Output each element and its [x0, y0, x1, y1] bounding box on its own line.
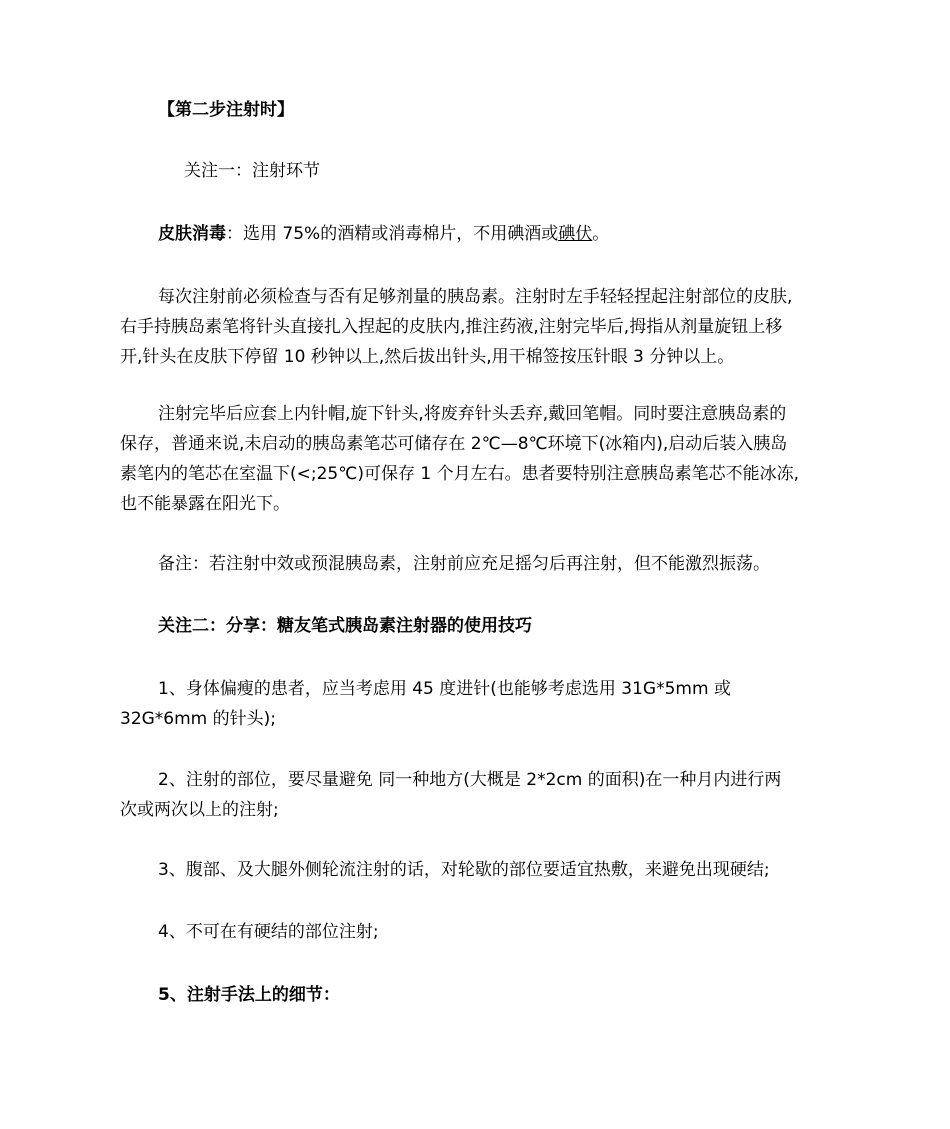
para2-line-1: 注射完毕后应套上内针帽,旋下针头,将废弃针头丢弃,戴回笔帽。同时要注意胰岛素的 [158, 404, 787, 424]
para2-line-4: 也不能暴露在阳光下。 [120, 494, 290, 514]
para1-line-2: 右手持胰岛素笔将针头直接扎入捏起的皮肤内,推注药液,注射完毕后,拇指从剂量旋钮上移 [120, 317, 783, 337]
item1-line-1: 1、身体偏瘦的患者，应当考虑用 45 度进针(也能够考虑选用 31G*5mm 或 [158, 679, 731, 699]
focus-one-heading: 关注一：注射环节 [184, 161, 320, 181]
skin-disinfection-line [158, 220, 609, 249]
para1-line-3: 开,针头在皮肤下停留 10 秒钟以上,然后拔出针头,用干棉签按压针眼 3 分钟以上。 [120, 347, 735, 367]
item4-line: 4、不可在有硬结的部位注射; [158, 922, 379, 942]
step-heading: 【第二步注射时】 [158, 100, 294, 120]
item1-line-2: 32G*6mm 的针头); [120, 709, 277, 729]
skin-disinfection-label: 皮肤消毒 [158, 224, 226, 244]
focus-two-heading: 关注二：分享：糖友笔式胰岛素注射器的使用技巧 [158, 616, 532, 636]
skin-disinfection-text: ：选用 75%的酒精或消毒棉片，不用碘酒或 [226, 224, 559, 244]
skin-disinfection-underlined: 碘伏 [558, 224, 593, 244]
para1-line-1: 每次注射前必须检查与否有足够剂量的胰岛素。注射时左手轻轻捏起注射部位的皮肤, [158, 287, 793, 307]
item3-line: 3、腹部、及大腿外侧轮流注射的话，对轮歇的部位要适宜热敷，来避免出现硬结; [158, 860, 770, 880]
item2-line-2: 次或两次以上的注射; [120, 800, 279, 820]
para2-line-3: 素笔内的笔芯在室温下(<;25℃)可保存 1 个月左右。患者要特别注意胰岛素笔芯不能冰冻, [120, 464, 799, 484]
item2-line-1: 2、注射的部位，要尽量避免 同一种地方(大概是 2*2cm 的面积)在一种月内进行两 [158, 770, 782, 790]
note-line: 备注：若注射中效或预混胰岛素，注射前应充足摇匀后再注射，但不能激烈振荡。 [158, 554, 770, 574]
item5-line: 5、注射手法上的细节： [158, 985, 340, 1005]
skin-disinfection-end: 。 [592, 224, 610, 244]
para2-line-2: 保存，普通来说,未启动的胰岛素笔芯可储存在 2℃—8℃环境下(冰箱内),启动后装入胰岛 [120, 434, 788, 454]
